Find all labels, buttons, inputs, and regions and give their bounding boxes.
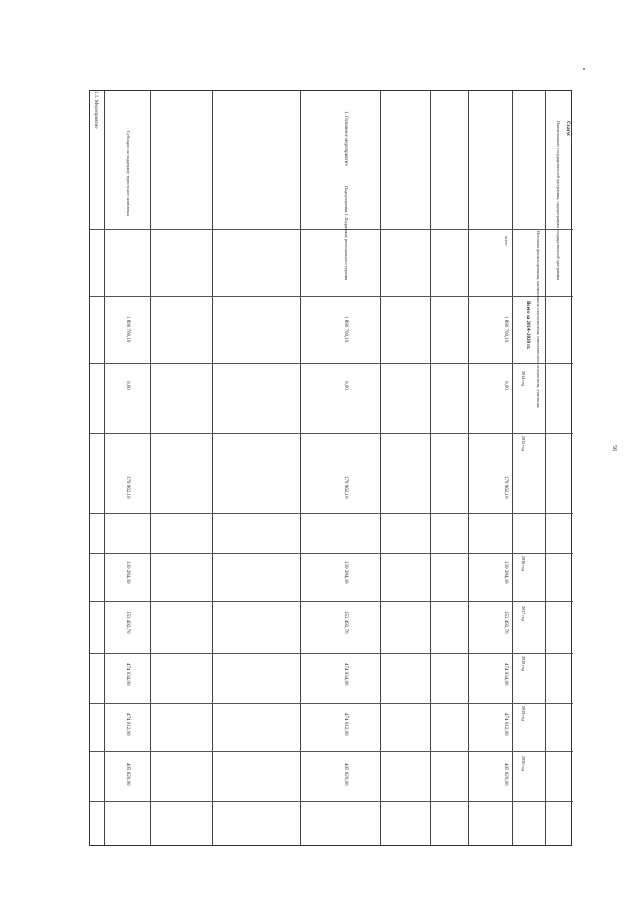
year-2020: 2020 год bbox=[521, 756, 526, 772]
year-2015: 2015 год bbox=[521, 436, 526, 452]
row-y2019: 474 012,00 bbox=[343, 713, 348, 736]
row-source: Подпрограмма 1. Поддержка регионального туризма bbox=[344, 186, 349, 281]
row-y2017: 153 492,70 bbox=[503, 611, 508, 634]
col-divider bbox=[150, 91, 151, 845]
row-y2018: 474 034,00 bbox=[503, 663, 508, 686]
row-y2018: 474 034,00 bbox=[125, 663, 130, 686]
row-y2016: 130 284,30 bbox=[125, 561, 130, 584]
row-divider bbox=[90, 553, 573, 554]
col-divider bbox=[380, 91, 381, 845]
year-2017: 2017 год bbox=[521, 606, 526, 622]
row-y2019: 474 012,00 bbox=[125, 713, 130, 736]
row-total: 1 890 700,10 bbox=[503, 316, 508, 343]
col-divider bbox=[300, 91, 301, 845]
row-divider bbox=[90, 601, 573, 602]
page-number: 56 bbox=[611, 445, 617, 451]
row-y2018: 474 034,00 bbox=[343, 663, 348, 686]
year-2014: 2014 год bbox=[521, 371, 526, 387]
header-status: Статус bbox=[565, 121, 570, 137]
row-y2016: 130 284,30 bbox=[503, 561, 508, 584]
scan-mark bbox=[583, 68, 585, 70]
row-divider bbox=[90, 296, 573, 297]
row-total: 1 890 700,10 bbox=[125, 316, 130, 343]
row-y2019: 474 012,00 bbox=[503, 713, 508, 736]
row-y2015: 179 962,10 bbox=[125, 476, 130, 499]
row-divider bbox=[90, 433, 573, 434]
row-y2016: 130 284,30 bbox=[343, 561, 348, 584]
col-divider bbox=[545, 91, 546, 845]
row-divider bbox=[90, 751, 573, 752]
finance-table bbox=[89, 90, 572, 846]
year-2016: 2016 год bbox=[521, 556, 526, 572]
row-divider bbox=[90, 513, 573, 514]
row-y2017: 153 492,70 bbox=[343, 611, 348, 634]
header-program-name: Наименование государственной программы, подпрограммы государственной программы bbox=[556, 121, 561, 281]
row-y2020: 405 920,00 bbox=[503, 763, 508, 786]
year-2018: 2018 год bbox=[521, 656, 526, 672]
row-source: всего bbox=[504, 236, 509, 246]
row-y2020: 405 920,00 bbox=[343, 763, 348, 786]
col-divider bbox=[212, 91, 213, 845]
row-y2017: 153 492,70 bbox=[125, 611, 130, 634]
col-divider bbox=[512, 91, 513, 845]
row-y2015: 179 962,10 bbox=[503, 476, 508, 499]
col-divider bbox=[468, 91, 469, 845]
row-y2014: 0,00 bbox=[343, 381, 348, 390]
row-y2014: 0,00 bbox=[125, 381, 130, 390]
row-source: Субсидии на поддержку туристского комплекса bbox=[126, 131, 131, 217]
col-divider bbox=[104, 91, 105, 845]
row-status: 1. Основное мероприятие bbox=[343, 111, 348, 166]
row-divider bbox=[90, 363, 573, 364]
row-y2015: 179 962,10 bbox=[343, 476, 348, 499]
year-2019: 2019 год bbox=[521, 706, 526, 722]
row-total: 1 890 700,10 bbox=[343, 316, 348, 343]
row-divider bbox=[90, 703, 573, 704]
col-divider bbox=[430, 91, 431, 845]
row-divider bbox=[90, 229, 573, 230]
row-divider bbox=[90, 653, 573, 654]
row-y2020: 405 920,00 bbox=[125, 763, 130, 786]
header-total: Всего за 2014–2020 гг. bbox=[525, 301, 530, 350]
row-y2014: 0,00 bbox=[503, 381, 508, 390]
row-status: 1.1. Мероприятие bbox=[93, 91, 98, 129]
header-source: Источник финансирования, наименования соисполнителя, ответственного исполнителя, участника bbox=[536, 231, 541, 408]
row-divider bbox=[90, 801, 573, 802]
